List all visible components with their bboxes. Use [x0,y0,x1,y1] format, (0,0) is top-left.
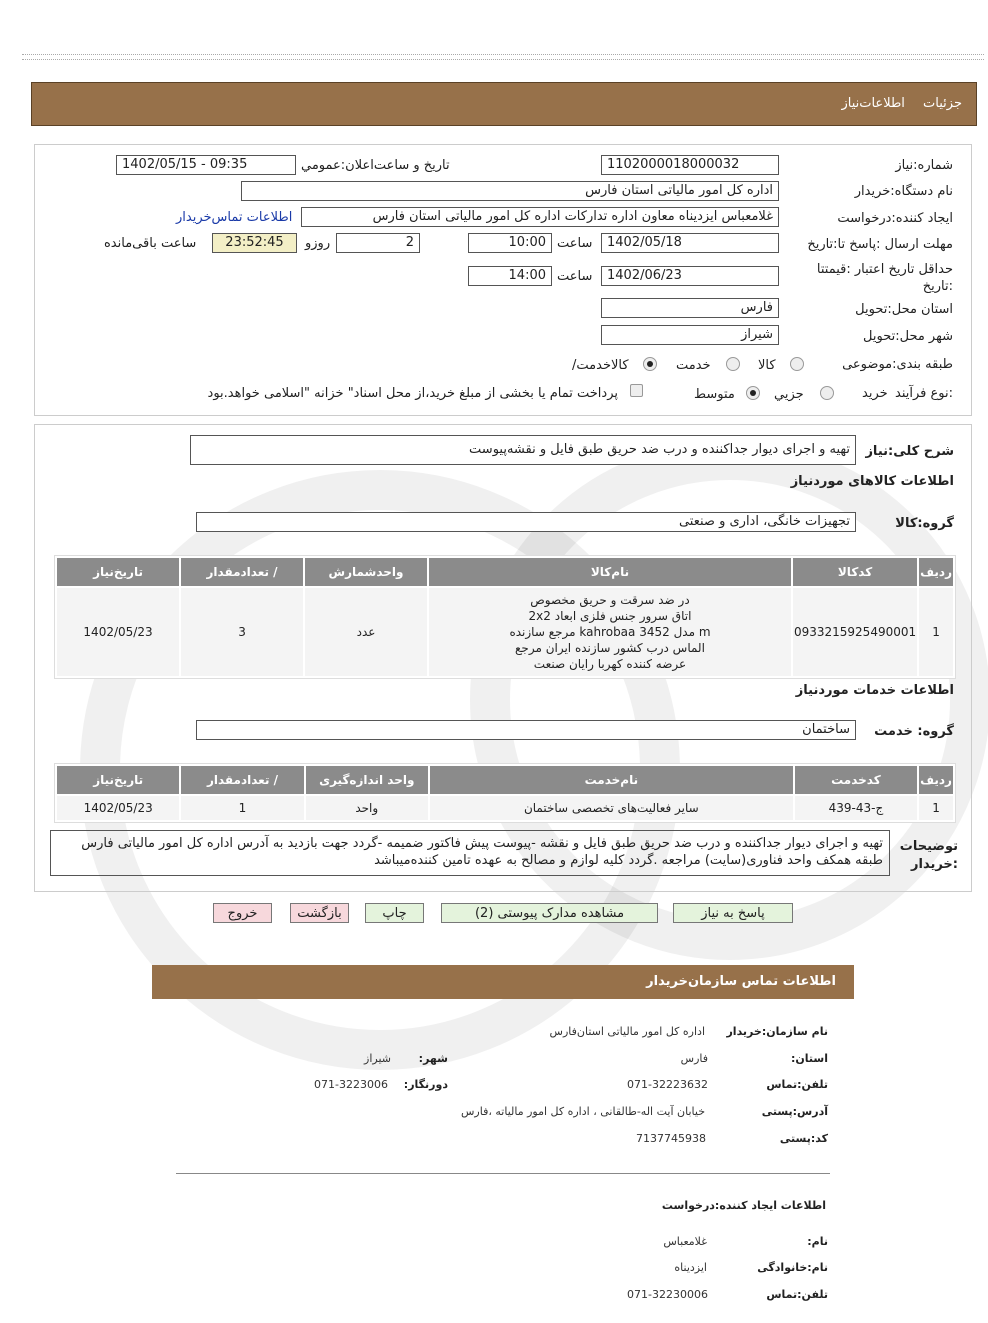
creator-info-title: اطلاعات ایجاد کننده:درخواست [661,1199,826,1212]
buyer-org-field: اداره کل امور مالیاتی استان فارس [241,181,779,201]
cell-unit: واحد [305,795,429,821]
name-line: الماس درب کشور سازنده ایران مرجع [515,641,705,655]
name-line: اتاق سرور جنس فلزی ابعاد 2x2 [528,609,692,623]
province-label: استان محل:تحویل [855,302,953,317]
contact-header [152,965,854,999]
remaining-time-field: 23:52:45 [212,233,297,253]
creator-phone: 071-32230006 [627,1288,708,1301]
creator-field: غلامعباس ایزدیناه معاون اداره تدارکات اداره کل امور مالیاتی استان فارس [301,207,779,227]
contact-divider [176,1173,830,1174]
col-unit: واحدشمارش [304,557,428,587]
goods-info-title: اطلاعات کالاهای موردنیاز [790,474,954,489]
cell-row: 1 [918,795,954,821]
page-header [31,82,977,126]
validity-date-field: 1402/06/23 [601,266,779,286]
buyer-contact-link[interactable]: اطلاعات تماس‌خریدار [176,210,293,225]
category-service-label: خدمت [676,358,711,373]
print-button[interactable]: چاپ [365,903,424,923]
name-line: عرضه کننده کهربا رایان صنعت [533,657,687,671]
col-date: تاریخ‌نیاز [56,765,180,795]
days-label: روزو [305,236,331,251]
col-qty: / تعدادمقدار [180,557,304,587]
announce-label: تاریخ و ساعت‌اعلان:عمومي [301,158,450,173]
back-button[interactable]: بازگشت [290,903,349,923]
col-code: کدخدمت [794,765,918,795]
process-medium-label: متوسط [694,387,735,402]
cell-code: 0933215925490001 [792,587,918,677]
contact-fax-label: :دورنگار [403,1078,448,1091]
cell-date: 1402/05/23 [56,795,180,821]
creator-phone-label: تلفن:تماس [766,1288,828,1301]
services-group-field: ساختمان [196,720,856,740]
tab-need-info[interactable]: اطلاعات‌نیاز [841,96,905,111]
validity-label: حداقل تاریخ اعتبار :قیمتتا :تاریخ [816,262,953,294]
col-date: تاریخ‌نیاز [56,557,180,587]
contact-postal: 7137745938 [636,1132,706,1145]
cell-date: 1402/05/23 [56,587,180,677]
col-unit: واحد اندازه‌گیری [305,765,429,795]
buyer-notes-label: توضیحات :خریدار [899,839,958,872]
services-group-label: گروه: خدمت [874,724,954,739]
cell-qty: 3 [180,587,304,677]
contact-phone: 071-32223632 [627,1078,708,1091]
remaining-time-label: ساعت باقی‌مانده [104,236,197,251]
col-code: کدکالا [792,557,918,587]
cell-name [428,587,792,677]
creator-family-label: نام:خانوادگی [757,1261,828,1274]
top-divider [22,54,984,60]
contact-province-label: :استان [790,1052,828,1065]
tab-details[interactable]: جزئیات [923,96,962,111]
contact-fax: 071-3223006 [314,1078,388,1091]
category-goods-radio[interactable] [790,357,804,371]
contact-province: فارس [680,1052,708,1065]
summary-field: تهیه و اجرای دیوار جداکننده و درب ضد حریق طبق فایل و نقشه‌پیوست [190,435,856,465]
goods-table [55,556,955,678]
services-table-wrap [54,763,956,823]
cell-code: ج-43-439 [794,795,918,821]
process-label: نوع فرآیند: [895,386,953,401]
name-line: در ضد سرقت و حریق مخصوص [530,593,690,607]
col-name: نام‌کالا [428,557,792,587]
reply-button[interactable]: پاسخ به نیاز [673,903,793,923]
need-number-field: 1102000018000032 [601,155,779,175]
exit-button[interactable]: خروج [213,903,272,923]
creator-name-label: :نام [807,1235,828,1248]
process-partial-radio[interactable] [820,386,834,400]
summary-label: شرح کلی:نیاز [865,444,954,459]
province-field: فارس [601,298,779,318]
contact-title: اطلاعات تماس سازمان‌خریدار [646,974,836,989]
category-goods-label: کالا [758,358,776,373]
attachments-button[interactable]: مشاهده مدارک پیوستی (2) [441,903,658,923]
contact-phone-label: تلفن:تماس [766,1078,828,1091]
col-name: نام‌خدمت [429,765,794,795]
contact-address: خیابان آیت اله-طالقانی ، اداره کل امور مالیاته ،فارس [460,1105,705,1118]
creator-label: ایجاد کننده:درخواست [837,211,953,226]
cell-qty: 1 [180,795,304,821]
treasury-payment-checkbox[interactable] [630,384,643,397]
contact-org: اداره کل امور مالیاتی استان‌فارس [549,1025,705,1038]
need-number-label: شماره:نیاز [895,158,953,173]
services-title: اطلاعات خدمات موردنیاز [795,683,954,698]
category-goods-service-radio[interactable] [643,357,657,371]
deadline-date-field: 1402/05/18 [601,233,779,253]
name-line: m مدل kahrobaa 3452 مرجع سازنده [509,625,711,639]
creator-name: غلامعباس [663,1235,707,1248]
col-qty: / تعدادمقدار [180,765,304,795]
contact-city: شیراز [364,1052,391,1065]
cell-row: 1 [918,587,954,677]
city-field: شیراز [601,325,779,345]
col-row: ردیف [918,765,954,795]
process-medium-radio[interactable] [746,386,760,400]
deadline-time-field: 10:00 [468,233,552,253]
process-partial-label: جزيي [774,387,804,402]
deadline-label: مهلت ارسال :پاسخ تا:تاریخ [807,237,953,252]
treasury-payment-note: پرداخت تمام یا بخشی از مبلغ خرید،از محل اسناد" خزانه "اسلامی خواهد.بود [207,386,618,401]
category-label: طبقه بندی:موضوعی [842,357,953,372]
table-row [56,795,954,821]
category-service-radio[interactable] [726,357,740,371]
cell-name: سایر فعالیت‌های تخصصی ساختمان [429,795,794,821]
contact-address-label: آدرس:پستی [761,1105,828,1118]
goods-group-label: گروه:کالا [895,516,954,531]
goods-group-field: تجهیزات خانگی، اداری و صنعتی [196,512,856,532]
goods-table-wrap [54,555,956,679]
city-label: شهر محل:تحویل [863,329,953,344]
col-row: ردیف [918,557,954,587]
table-row [56,587,954,677]
cell-unit: عدد [304,587,428,677]
deadline-time-label: ساعت [557,236,593,251]
announce-field: 1402/05/15 - 09:35 [116,155,296,175]
process-buy-label: خرید [862,386,888,401]
contact-postal-label: کد:پستی [779,1132,828,1145]
buyer-org-label: نام دستگاه:خریدار [854,184,953,199]
validity-time-label: ساعت [557,269,593,284]
validity-time-field: 14:00 [468,266,552,286]
services-table [55,764,955,822]
buyer-notes-field: تهیه و اجرای دیوار جداکننده و درب ضد حریق طبق فایل و نقشه -پیوست پیش فاکتور ضمیمه -گردد جهت بازدید به آدرس اداره کل امور مالیاتی فارس طبقه همکف واحد فناوری(سایت) مراجعه .گردد کلیه لوازم و مصالح به عهده تامین کننده‌میباشد [50,830,890,876]
days-field: 2 [336,233,420,253]
category-goods-service-label: /کالاخدمت [572,358,629,373]
contact-city-label: :شهر [418,1052,448,1065]
creator-family: ایزدیناه [674,1261,707,1274]
contact-org-label: نام سازمان:خریدار [726,1025,828,1038]
